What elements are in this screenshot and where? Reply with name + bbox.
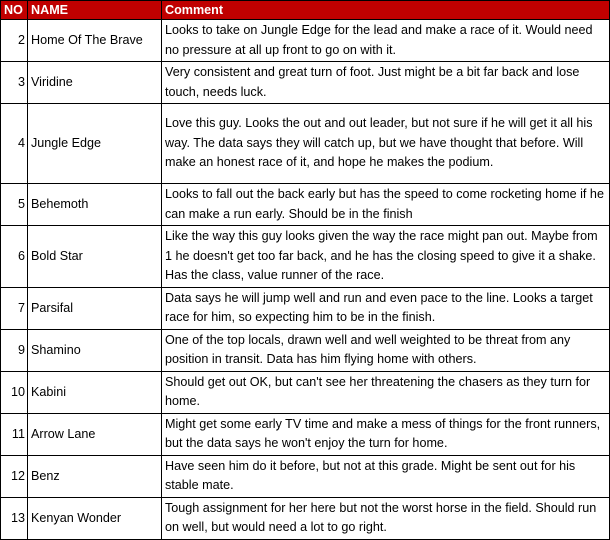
- runner-name: Kenyan Wonder: [28, 497, 162, 539]
- table-row: [1, 184, 610, 226]
- runner-comment: One of the top locals, drawn well and well weighted to be threat from any position in transit. Data has him flying home with others.: [162, 329, 610, 371]
- runner-number: 10: [1, 371, 28, 413]
- runner-comment: Should get out OK, but can't see her threatening the chasers as they turn for home.: [162, 371, 610, 413]
- runner-comment: Looks to take on Jungle Edge for the lead and make a race of it. Would need no pressure at all up front to go on with it.: [162, 20, 610, 62]
- table-row: [1, 287, 610, 329]
- runner-number: 3: [1, 62, 28, 104]
- runner-comment: Like the way this guy looks given the way the race might pan out. Maybe from 1 he doesn't get too far back, and he has the closing speed to give it a shake. Has the class, value runner of the race.: [162, 226, 610, 288]
- header-name: NAME: [28, 1, 162, 20]
- runner-name: Jungle Edge: [28, 104, 162, 184]
- runner-name: Shamino: [28, 329, 162, 371]
- table-row: [1, 20, 610, 62]
- runner-comment: Looks to fall out the back early but has the speed to come rocketing home if he can make a run early. Should be in the finish: [162, 184, 610, 226]
- runner-comment: Might get some early TV time and make a mess of things for the front runners, but the data says he won't enjoy the turn for home.: [162, 413, 610, 455]
- header-comment: Comment: [162, 1, 610, 20]
- table-row: [1, 104, 610, 184]
- runner-comment: Have seen him do it before, but not at this grade. Might be sent out for his stable mate.: [162, 455, 610, 497]
- runner-number: 2: [1, 20, 28, 62]
- runner-number: 4: [1, 104, 28, 184]
- header-row: [1, 1, 610, 20]
- runner-number: 9: [1, 329, 28, 371]
- runner-name: Benz: [28, 455, 162, 497]
- runner-number: 11: [1, 413, 28, 455]
- runner-name: Arrow Lane: [28, 413, 162, 455]
- runner-name: Parsifal: [28, 287, 162, 329]
- runner-comment: Tough assignment for her here but not the worst horse in the field. Should run on well, but would need a lot to go right.: [162, 497, 610, 539]
- runner-number: 5: [1, 184, 28, 226]
- header-no: NO: [1, 1, 28, 20]
- runner-name: Behemoth: [28, 184, 162, 226]
- runner-number: 13: [1, 497, 28, 539]
- table-row: [1, 371, 610, 413]
- runner-number: 7: [1, 287, 28, 329]
- runner-comment: Very consistent and great turn of foot. Just might be a bit far back and lose touch, needs luck.: [162, 62, 610, 104]
- runner-name: Viridine: [28, 62, 162, 104]
- runner-name: Bold Star: [28, 226, 162, 288]
- table-row: [1, 329, 610, 371]
- table-row: [1, 226, 610, 288]
- runner-number: 12: [1, 455, 28, 497]
- runner-name: Home Of The Brave: [28, 20, 162, 62]
- table-row: [1, 62, 610, 104]
- runner-comment: Love this guy. Looks the out and out leader, but not sure if he will get it all his way. The data says they will catch up, but we have thought that before. Will make an honest race of it, and hope he makes the podium.: [162, 104, 610, 184]
- table-row: [1, 413, 610, 455]
- runner-number: 6: [1, 226, 28, 288]
- runner-name: Kabini: [28, 371, 162, 413]
- table-row: [1, 455, 610, 497]
- runner-comment: Data says he will jump well and run and even pace to the line. Looks a target race for him, so expecting him to be in the finish.: [162, 287, 610, 329]
